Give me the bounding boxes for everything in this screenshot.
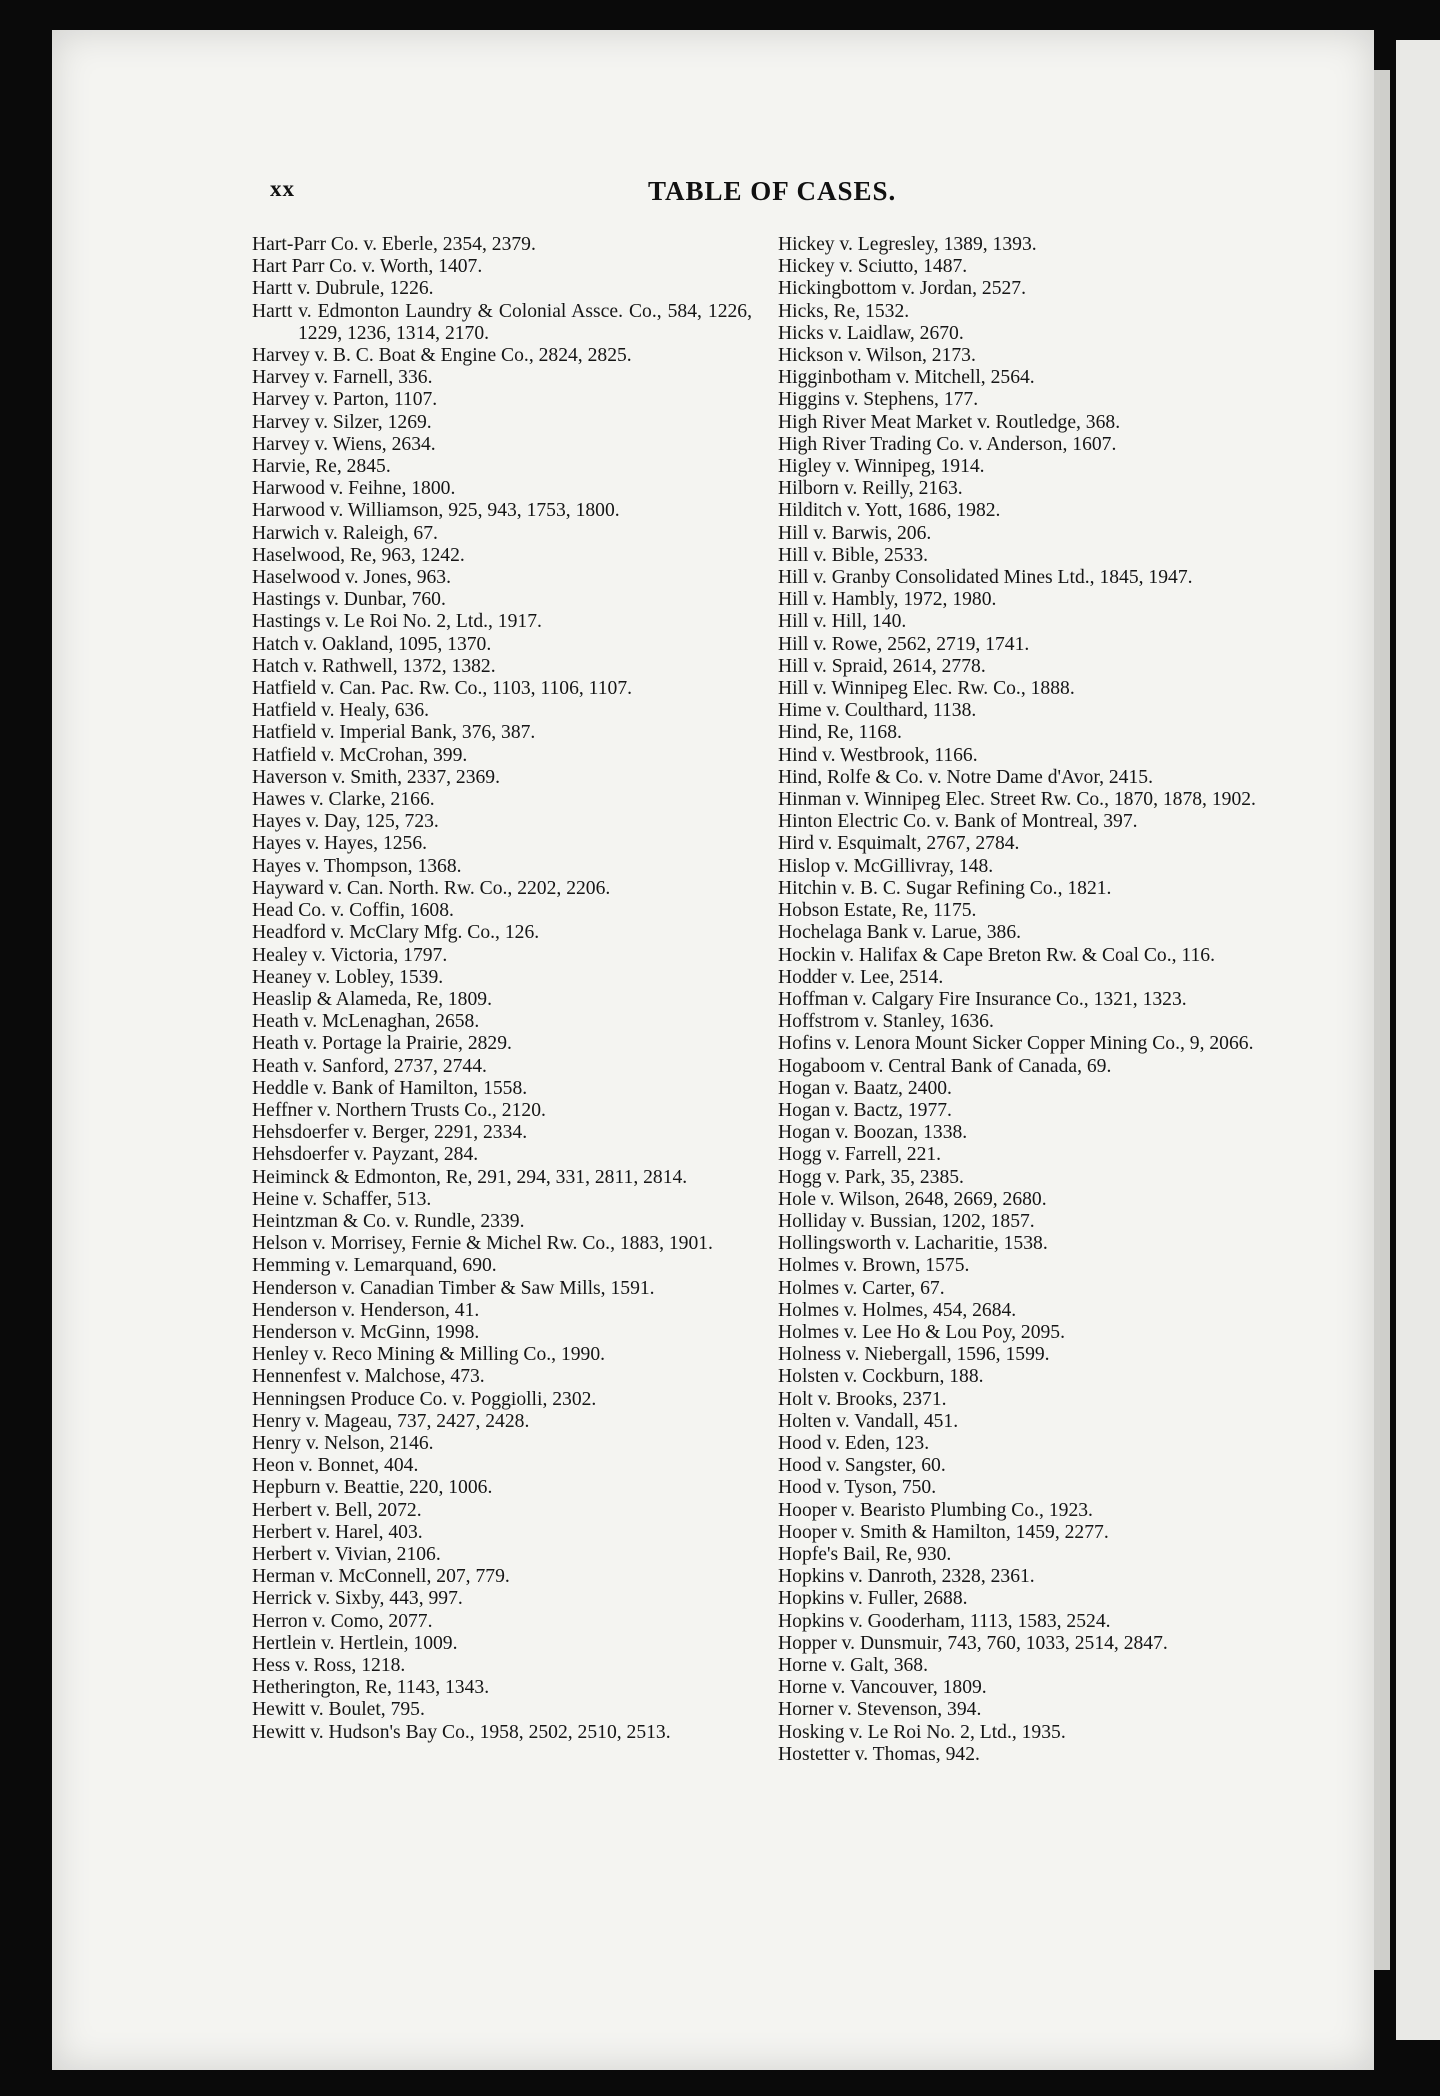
page-title: TABLE OF CASES. [648,176,897,206]
case-entry: Hood v. Sangster, 60. [778,1455,946,1477]
case-entry: Hislop v. McGillivray, 148. [778,855,994,877]
case-entry: Heaney v. Lobley, 1539. [252,966,444,988]
case-entry: Helson v. Morrisey, Fernie & Michel Rw. Co., 1883, 1901. [252,1233,713,1255]
case-entry: Hinman v. Winnipeg Elec. Street Rw. Co., 1870, 1878, 1902. [778,789,1256,811]
case-entry: Hicks v. Laidlaw, 2670. [778,322,964,344]
right-column [778,234,1262,1766]
case-entry: Hill v. Granby Consolidated Mines Ltd., 1845, 1947. [778,567,1193,589]
case-entry: Hogan v. Baatz, 2400. [778,1077,952,1099]
case-entry: High River Trading Co. v. Anderson, 1607. [778,433,1117,455]
case-entry: Hodder v. Lee, 2514. [778,966,944,988]
case-entry: Hind, Re, 1168. [778,722,902,744]
case-entry: Herbert v. Bell, 2072. [252,1499,422,1521]
case-entry: Henningsen Produce Co. v. Poggiolli, 2302. [252,1388,597,1410]
case-entry: Holsten v. Cockburn, 188. [778,1366,984,1388]
page-edge [1374,70,1390,1970]
case-entry: Hess v. Ross, 1218. [252,1655,406,1676]
case-entry: Higley v. Winnipeg, 1914. [778,456,985,478]
case-entry: Hatfield v. Healy, 636. [252,700,430,722]
case-entry: Hehsdoerfer v. Berger, 2291, 2334. [252,1122,528,1144]
case-entry: Herman v. McConnell, 207, 779. [252,1566,510,1588]
case-entry: Heintzman & Co. v. Rundle, 2339. [252,1210,525,1232]
case-entry: Hogan v. Boozan, 1338. [778,1122,968,1144]
case-entry: Holliday v. Bussian, 1202, 1857. [778,1210,1035,1232]
case-entry: Hinton Electric Co. v. Bank of Montreal, 397. [778,811,1138,833]
case-entry: Hawes v. Clarke, 2166. [252,789,435,811]
case-entry: Hart-Parr Co. v. Eberle, 2354, 2379. [252,234,536,255]
case-entry: Heine v. Schaffer, 513. [252,1188,432,1210]
case-entry: Hill v. Barwis, 206. [778,522,932,544]
case-entry: Herbert v. Harel, 403. [252,1521,423,1543]
case-entry: Hemming v. Lemarquand, 690. [252,1255,497,1277]
case-entry: Hooper v. Bearisto Plumbing Co., 1923. [778,1499,1093,1521]
case-entry: Hoffman v. Calgary Fire Insurance Co., 1321, 1323. [778,988,1187,1010]
case-entry: Hobson Estate, Re, 1175. [778,900,977,922]
case-entry: Hind v. Westbrook, 1166. [778,744,978,766]
case-entry: Heath v. McLenaghan, 2658. [252,1011,480,1033]
case-entry: Hole v. Wilson, 2648, 2669, 2680. [778,1188,1047,1210]
case-entry: Hill v. Hill, 140. [778,611,907,633]
case-entry: Hastings v. Le Roi No. 2, Ltd., 1917. [252,611,542,633]
case-entry: Hickey v. Legresley, 1389, 1393. [778,234,1037,255]
case-entry: Heffner v. Northern Trusts Co., 2120. [252,1099,546,1121]
case-entry: Hopfe's Bail, Re, 930. [778,1543,952,1565]
case-entry: Healey v. Victoria, 1797. [252,944,448,966]
case-entry: Holten v. Vandall, 451. [778,1410,959,1432]
case-entry: Hatfield v. Imperial Bank, 376, 387. [252,722,536,744]
case-entry: Hetherington, Re, 1143, 1343. [252,1677,490,1699]
case-entry: Hayes v. Hayes, 1256. [252,833,428,855]
case-entry: Hopkins v. Gooderham, 1113, 1583, 2524. [778,1610,1111,1632]
case-entry: Herron v. Como, 2077. [252,1610,433,1632]
case-entry: Hood v. Tyson, 750. [778,1477,937,1499]
case-entry: Hofins v. Lenora Mount Sicker Copper Mining Co., 9, 2066. [778,1033,1254,1055]
case-entry: Henry v. Mageau, 737, 2427, 2428. [252,1410,530,1432]
case-entry: Hartt v. Dubrule, 1226. [252,278,434,300]
case-entry: Higgins v. Stephens, 177. [778,389,979,411]
case-entry: Haverson v. Smith, 2337, 2369. [252,766,500,788]
case-entry: Heiminck & Edmonton, Re, 291, 294, 331, 2811, 2814. [252,1166,688,1188]
case-entry: Herrick v. Sixby, 443, 997. [252,1588,463,1610]
case-entry: Herbert v. Vivian, 2106. [252,1543,441,1565]
case-entry: Heath v. Portage la Prairie, 2829. [252,1033,512,1055]
case-entry: Hicks, Re, 1532. [778,300,910,322]
case-entry: Hennenfest v. Malchose, 473. [252,1366,485,1388]
case-entry: High River Meat Market v. Routledge, 368. [778,411,1121,433]
case-entry: Hind, Rolfe & Co. v. Notre Dame d'Avor, 2415. [778,766,1153,788]
case-entry: Harvey v. B. C. Boat & Engine Co., 2824, 2825. [252,345,632,367]
case-entry: Horne v. Vancouver, 1809. [778,1677,987,1699]
case-entry: Harvey v. Silzer, 1269. [252,411,432,433]
case-entry: Hilditch v. Yott, 1686, 1982. [778,500,1001,522]
case-entry: Hill v. Hambly, 1972, 1980. [778,589,997,611]
case-entry: Haselwood, Re, 963, 1242. [252,544,465,566]
case-entry: Harvey v. Wiens, 2634. [252,433,436,455]
case-entry: Hayes v. Day, 125, 723. [252,811,439,833]
case-entry: Hilborn v. Reilly, 2163. [778,478,963,500]
case-entry: Hatfield v. Can. Pac. Rw. Co., 1103, 1106, 1107. [252,678,633,700]
case-entry: Holmes v. Holmes, 454, 2684. [778,1299,1017,1321]
case-entry: Hogg v. Farrell, 221. [778,1144,942,1166]
case-entry: Hogan v. Bactz, 1977. [778,1099,952,1121]
case-entry: Haselwood v. Jones, 963. [252,567,451,589]
case-entry: Harwich v. Raleigh, 67. [252,522,438,544]
case-entry: Henderson v. Canadian Timber & Saw Mills, 1591. [252,1277,655,1299]
page-number: xx [270,176,295,201]
case-entry: Hayward v. Can. North. Rw. Co., 2202, 2206. [252,877,611,899]
case-entry: Heon v. Bonnet, 404. [252,1455,419,1477]
case-entry: Hertlein v. Hertlein, 1009. [252,1632,458,1654]
case-entry: Hatfield v. McCrohan, 399. [252,744,468,766]
case-entry: Hopkins v. Fuller, 2688. [778,1588,968,1610]
case-entry: Harvey v. Farnell, 336. [252,367,433,389]
case-entry: Horner v. Stevenson, 394. [778,1699,982,1721]
left-column [252,234,752,1744]
case-entry: Hastings v. Dunbar, 760. [252,589,446,611]
case-entry: Hepburn v. Beattie, 220, 1006. [252,1477,493,1499]
case-entry: Hewitt v. Hudson's Bay Co., 1958, 2502, 2510, 2513. [252,1721,671,1743]
case-entry: Horne v. Galt, 368. [778,1655,929,1676]
case-entry: Hill v. Rowe, 2562, 2719, 1741. [778,633,1030,655]
case-entry: Head Co. v. Coffin, 1608. [252,900,454,922]
case-entry: Harvey v. Parton, 1107. [252,389,438,411]
case-entry: Hart Parr Co. v. Worth, 1407. [252,256,483,278]
case-entry: Holmes v. Carter, 67. [778,1277,945,1299]
case-entry: Hopkins v. Danroth, 2328, 2361. [778,1566,1035,1588]
case-entry: Hatch v. Oakland, 1095, 1370. [252,633,492,655]
case-entry: Hogaboom v. Central Bank of Canada, 69. [778,1055,1112,1077]
case-entry: Henderson v. McGinn, 1998. [252,1321,480,1343]
case-entry: Hollingsworth v. Lacharitie, 1538. [778,1233,1048,1255]
case-entry: Hehsdoerfer v. Payzant, 284. [252,1144,479,1166]
case-entry: Hickey v. Sciutto, 1487. [778,256,968,278]
case-entry: Hockin v. Halifax & Cape Breton Rw. & Coal Co., 116. [778,944,1215,966]
case-entry: Hill v. Winnipeg Elec. Rw. Co., 1888. [778,678,1075,700]
case-entry: Hayes v. Thompson, 1368. [252,855,462,877]
case-entry: Henley v. Reco Mining & Milling Co., 1990. [252,1344,606,1366]
case-entry: Hatch v. Rathwell, 1372, 1382. [252,655,496,677]
case-entry: Hime v. Coulthard, 1138. [778,700,977,722]
case-entry: Higginbotham v. Mitchell, 2564. [778,367,1035,389]
case-entry: Heath v. Sanford, 2737, 2744. [252,1055,487,1077]
case-entry: Henry v. Nelson, 2146. [252,1432,434,1454]
case-entry: Hartt v. Edmonton Laundry & Colonial Assce. Co., 584, 1226, 1229, 1236, 1314, 2170. [252,300,752,344]
case-entry: Hoffstrom v. Stanley, 1636. [778,1011,994,1033]
case-entry: Hostetter v. Thomas, 942. [778,1743,980,1765]
case-entry: Holness v. Niebergall, 1596, 1599. [778,1344,1050,1366]
case-entry: Holmes v. Lee Ho & Lou Poy, 2095. [778,1321,1065,1343]
case-entry: Hickson v. Wilson, 2173. [778,345,976,367]
case-entry: Heddle v. Bank of Hamilton, 1558. [252,1077,528,1099]
case-entry: Hopper v. Dunsmuir, 743, 760, 1033, 2514, 2847. [778,1632,1168,1654]
case-entry: Hird v. Esquimalt, 2767, 2784. [778,833,1020,855]
case-entry: Henderson v. Henderson, 41. [252,1299,480,1321]
case-entry: Headford v. McClary Mfg. Co., 126. [252,922,540,944]
case-entry: Hood v. Eden, 123. [778,1432,930,1454]
case-entry: Holmes v. Brown, 1575. [778,1255,970,1277]
case-entry: Hill v. Spraid, 2614, 2778. [778,655,986,677]
case-entry: Harwood v. Feihne, 1800. [252,478,456,500]
case-entry: Heaslip & Alameda, Re, 1809. [252,988,492,1010]
case-entry: Hogg v. Park, 35, 2385. [778,1166,964,1188]
case-entry: Hochelaga Bank v. Larue, 386. [778,922,1022,944]
case-entry: Hitchin v. B. C. Sugar Refining Co., 1821. [778,877,1112,899]
adjacent-page-edge [1396,40,1440,2040]
case-entry: Hooper v. Smith & Hamilton, 1459, 2277. [778,1521,1109,1543]
case-entry: Hosking v. Le Roi No. 2, Ltd., 1935. [778,1721,1066,1743]
case-entry: Hill v. Bible, 2533. [778,544,929,566]
case-entry: Holt v. Brooks, 2371. [778,1388,947,1410]
case-entry: Harwood v. Williamson, 925, 943, 1753, 1800. [252,500,620,522]
case-entry: Hickingbottom v. Jordan, 2527. [778,278,1026,300]
case-entry: Harvie, Re, 2845. [252,456,391,478]
case-entry: Hewitt v. Boulet, 795. [252,1699,425,1721]
